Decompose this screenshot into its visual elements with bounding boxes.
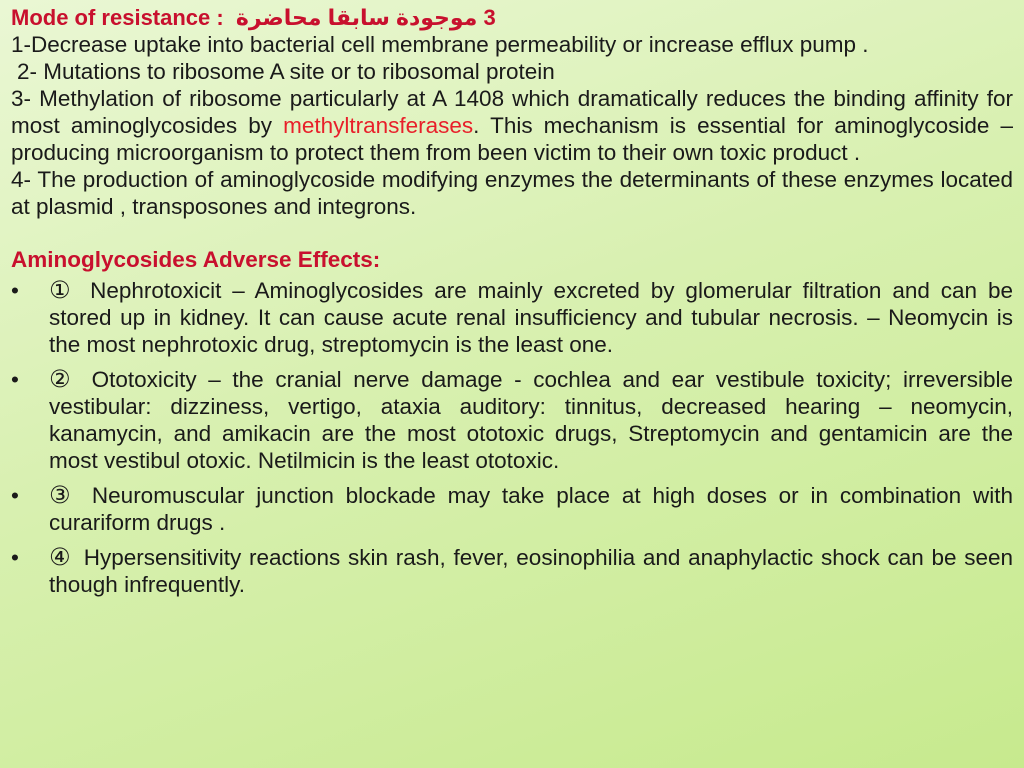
mode-item-1: 1-Decrease uptake into bacterial cell membrane permeability or increase efflux pump . xyxy=(11,32,869,57)
circled-number-4: ④ xyxy=(49,544,72,571)
heading-arabic-note: 3 موجودة سابقا محاضرة xyxy=(235,5,496,30)
bullet-icon: • xyxy=(11,367,19,392)
circled-number-1: ① xyxy=(49,277,76,304)
mode-item-3-after: . This mechanism is essential for aminoglycoside –producing microorganism to protect them from been victim to their own toxic product . xyxy=(11,113,1013,165)
adverse-effects-list xyxy=(11,277,1013,598)
mode-item-3-before: 3- Methylation of ribosome particularly at A 1408 which dramatically reduces the binding affinity for most aminoglycosides by xyxy=(11,86,1013,138)
bullet-icon: • xyxy=(11,278,19,303)
adverse-item-text: Hypersensitivity reactions skin rash, fever, eosinophilia and anaphylactic shock can be seen though infrequently. xyxy=(49,545,1014,597)
adverse-item-text: Neuromuscular junction blockade may take place at high doses or in combination with curariform drugs . xyxy=(49,483,1013,535)
circled-number-2: ② xyxy=(49,366,76,393)
adverse-item-text: Nephrotoxicit – Aminoglycosides are mainly excreted by glomerular filtration and can be stored up in kidney. It can cause acute renal insufficiency and tubular necrosis. – Neomycin is the most nephrotoxic drug, streptomycin is the least one. xyxy=(49,278,1013,357)
mode-of-resistance-heading xyxy=(11,4,1013,31)
methyltransferases-highlight: methyltransferases xyxy=(283,113,474,138)
heading-label: Mode of resistance : xyxy=(11,5,224,30)
circled-number-3: ③ xyxy=(49,482,77,509)
adverse-item-neuromuscular xyxy=(11,482,1013,536)
bullet-icon: • xyxy=(11,483,19,508)
adverse-item-text: Ototoxicity – the cranial nerve damage - cochlea and ear vestibule toxicity; irreversible vestibular: dizziness, vertigo, ataxia auditory: tinnitus, decreased hearing – neomycin, kanamycin, and amikacin are the most ototoxic drugs, Streptomycin and gentamicin are the most vestibul otoxic. Netilmicin is the least ototoxic. xyxy=(49,367,1013,473)
mode-item-3 xyxy=(11,85,1013,166)
mode-item-2: 2- Mutations to ribosome A site or to ribosomal protein xyxy=(17,59,555,84)
adverse-effects-title: Aminoglycosides Adverse Effects: xyxy=(11,247,381,272)
adverse-item-ototoxicity xyxy=(11,366,1013,474)
adverse-item-nephrotoxicity xyxy=(11,277,1013,358)
slide-content xyxy=(11,0,1013,606)
adverse-item-hypersensitivity xyxy=(11,544,1013,598)
mode-item-4: 4- The production of aminoglycoside modifying enzymes the determinants of these enzymes located at plasmid , transposones and integrons. xyxy=(11,167,1013,219)
bullet-icon: • xyxy=(11,545,19,570)
